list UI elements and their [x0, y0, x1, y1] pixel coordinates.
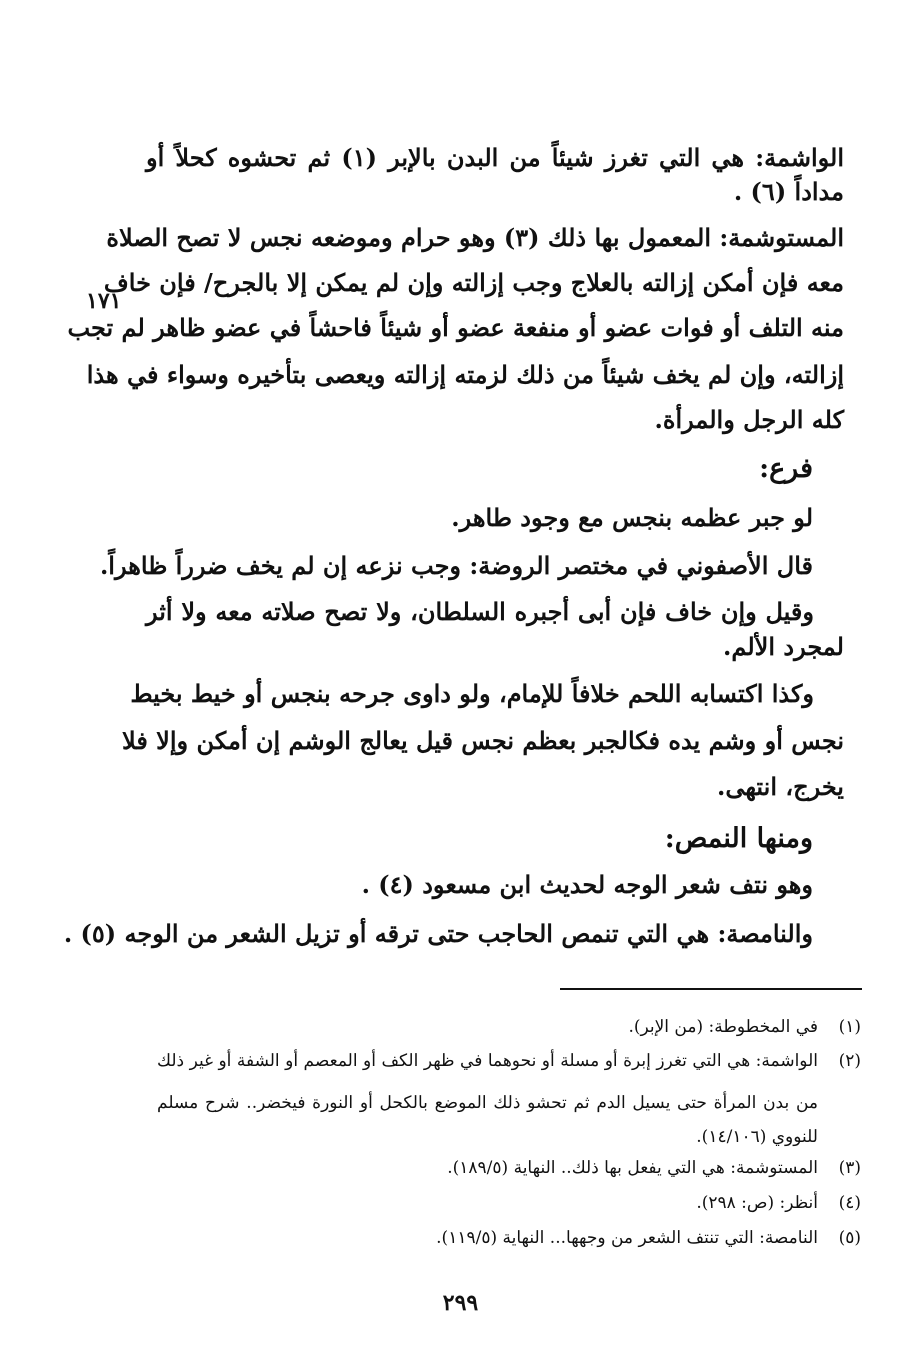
- footnote-text: المستوشمة: هي التي يفعل بها ذلك.. النهاية (١٨٩/٥).: [447, 1158, 818, 1178]
- body-line: كله الرجل والمرأة.: [654, 405, 844, 434]
- body-line: يخرج، انتهى.: [716, 772, 844, 801]
- footnote-text: من بدن المرأة حتى يسيل الدم ثم تحشو ذلك الموضع بالكحل أو النورة فيخضر.. شرح مسلم: [157, 1093, 818, 1113]
- footnote-number: (٥): [838, 1228, 861, 1248]
- body-line: مداداً (٦) .: [733, 177, 844, 206]
- section-heading: ومنها النمص:: [664, 823, 813, 854]
- body-line: والنامصة: هي التي تنمص الحاجب حتى ترقه أو تزيل الشعر من الوجه (٥) .: [63, 919, 813, 948]
- body-line: الواشمة: هي التي تغرز شيئاً من البدن بالإبر (١) ثم تحشوه كحلاً أو: [146, 143, 844, 172]
- body-line: نجس أو وشم يده فكالجبر بعظم نجس قيل يعالج الوشم إن أمكن وإلا فلا: [122, 726, 844, 755]
- footnote-text: في المخطوطة: (من الإبر).: [628, 1017, 818, 1037]
- body-line: منه التلف أو فوات عضو أو منفعة عضو أو شيئاً فاحشاً في عضو ظاهر لم تجب: [67, 313, 844, 342]
- body-line: معه فإن أمكن إزالته بالعلاج وجب إزالته وإن لم يمكن إلا بالجرح/ فإن خاف: [103, 268, 844, 297]
- body-line: قال الأصفوني في مختصر الروضة: وجب نزعه إن لم يخف ضرراً ظاهراً.: [99, 551, 813, 580]
- footnote-text: النامصة: التي تنتف الشعر من وجهها... النهاية (١١٩/٥).: [436, 1228, 818, 1248]
- body-line: لمجرد الألم.: [723, 632, 844, 661]
- body-line: لو جبر عظمه بنجس مع وجود طاهر.: [451, 503, 813, 532]
- footnote-separator: [560, 988, 862, 990]
- footnote-text: أنظر: (ص: ٢٩٨).: [696, 1193, 818, 1213]
- section-heading: فرع:: [759, 453, 813, 484]
- body-line: إزالته، وإن لم يخف شيئاً من ذلك لزمته إزالته ويعصى بتأخيره وسواء في هذا: [86, 360, 844, 389]
- footnote-number: (٢): [838, 1051, 861, 1071]
- footnote-number: (٣): [838, 1158, 861, 1178]
- body-line: وكذا اكتسابه اللحم خلافاً للإمام، ولو داوى جرحه بنجس أو خيط بخيط: [130, 679, 814, 708]
- footnote-number: (٤): [838, 1193, 861, 1213]
- body-line: المستوشمة: المعمول بها ذلك (٣) وهو حرام وموضعه نجس لا تصح الصلاة: [106, 223, 844, 252]
- footnote-text: الواشمة: هي التي تغرز إبرة أو مسلة أو نحوهما في ظهر الكف أو المعصم أو الشفة أو غير ذلك: [157, 1051, 818, 1071]
- footnote-number: (١): [838, 1017, 861, 1037]
- body-line: وقيل وإن خاف فإن أبى أجبره السلطان، ولا تصح صلاته معه ولا أثر: [146, 597, 814, 626]
- body-line: وهو نتف شعر الوجه لحديث ابن مسعود (٤) .: [361, 870, 813, 899]
- page-number: ٢٩٩: [442, 1290, 479, 1316]
- footnote-text: للنووي (١٤/١٠٦).: [696, 1127, 818, 1147]
- margin-folio-number: ١٧١: [86, 288, 122, 314]
